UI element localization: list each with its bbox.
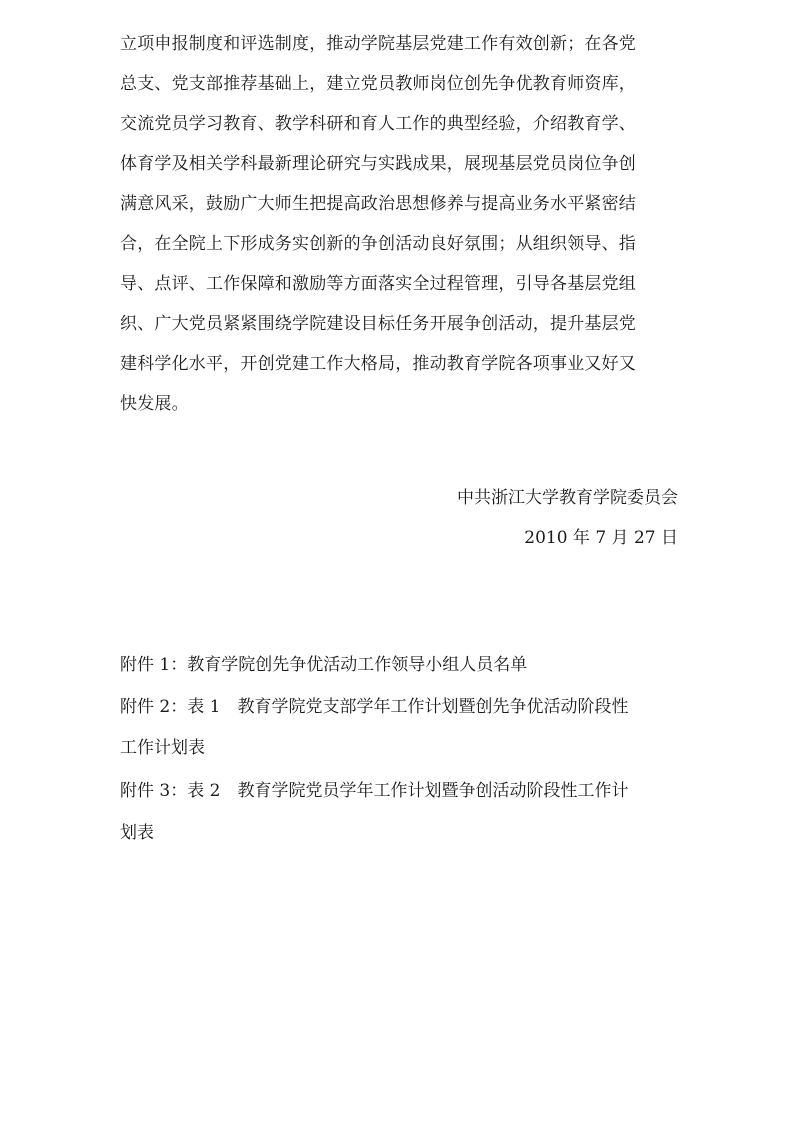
body-text-line: 体育学及相关学科最新理论研究与实践成果，展现基层党员岗位争创	[120, 154, 636, 174]
body-text-line: 满意风采，鼓励广大师生把提高政治思想修养与提高业务水平紧密结	[120, 194, 636, 214]
attachment-line: 附件 3：表 2 教育学院党员学年工作计划暨争创活动阶段性工作计	[120, 781, 629, 801]
attachment-line: 划表	[120, 823, 154, 843]
attachment-line: 附件 2：表 1 教育学院党支部学年工作计划暨创先争优活动阶段性	[120, 697, 629, 717]
signature-organization: 中共浙江大学教育学院委员会	[457, 488, 678, 508]
signature-date: 2010 年 7 月 27 日	[524, 528, 678, 548]
body-text-line: 快发展。	[120, 394, 189, 414]
body-text-line: 总支、党支部推荐基础上，建立党员教师岗位创先争优教育师资库，	[120, 74, 636, 94]
body-text-line: 合，在全院上下形成务实创新的争创活动良好氛围；从组织领导、指	[120, 234, 636, 254]
body-text-line: 织、广大党员紧紧围绕学院建设目标任务开展争创活动，提升基层党	[120, 314, 636, 334]
body-text-line: 立项申报制度和评选制度，推动学院基层党建工作有效创新；在各党	[120, 34, 636, 54]
body-text-line: 交流党员学习教育、教学科研和育人工作的典型经验，介绍教育学、	[120, 114, 636, 134]
attachment-line: 附件 1：教育学院创先争优活动工作领导小组人员名单	[120, 655, 528, 675]
body-text-line: 导、点评、工作保障和激励等方面落实全过程管理，引导各基层党组	[120, 274, 636, 294]
body-text-line: 建科学化水平，开创党建工作大格局，推动教育学院各项事业又好又	[120, 354, 636, 374]
attachment-line: 工作计划表	[120, 738, 205, 758]
